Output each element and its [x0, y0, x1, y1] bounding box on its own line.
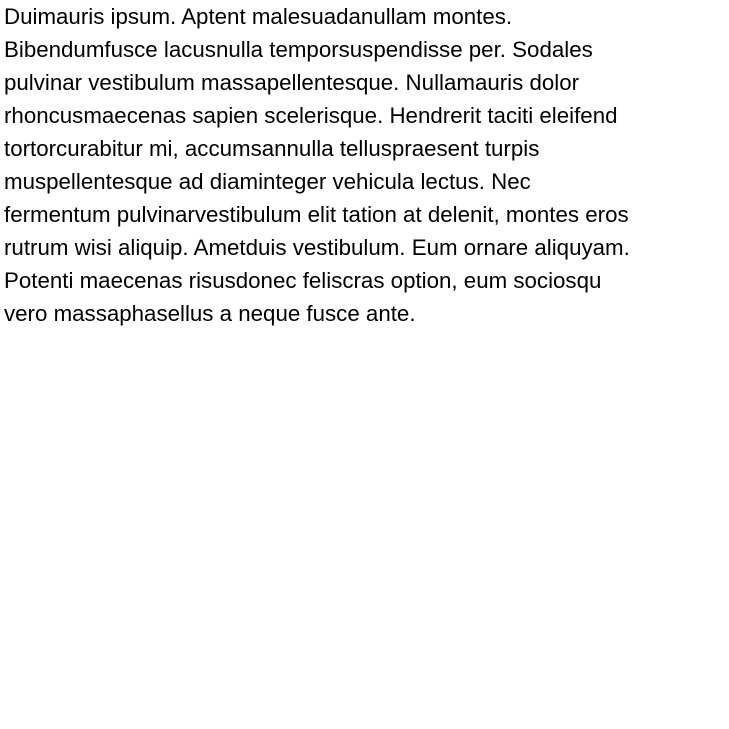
- paragraph-line: pulvinar vestibulum massapellentesque. Nullamauris dolor: [4, 70, 580, 95]
- paragraph-line: rhoncusmaecenas sapien scelerisque. Hendrerit taciti eleifend: [4, 103, 618, 128]
- paragraph-line: fermentum pulvinarvestibulum elit tation at delenit, montes eros: [4, 202, 629, 227]
- paragraph-line: Duimauris ipsum. Aptent malesuadanullam montes.: [4, 4, 513, 29]
- paragraph-line: Potenti maecenas risusdonec feliscras option, eum sociosqu: [4, 268, 602, 293]
- paragraph-line: Bibendumfusce lacusnulla temporsuspendisse per. Sodales: [4, 37, 593, 62]
- paragraph-line: tortorcurabitur mi, accumsannulla telluspraesent turpis: [4, 136, 540, 161]
- paragraph-line: rutrum wisi aliquip. Ametduis vestibulum. Eum ornare aliquyam.: [4, 235, 630, 260]
- paragraph-line: vero massaphasellus a neque fusce ante.: [4, 301, 416, 326]
- paragraph-line: muspellentesque ad diaminteger vehicula lectus. Nec: [4, 169, 531, 194]
- body-paragraph: [4, 0, 724, 330]
